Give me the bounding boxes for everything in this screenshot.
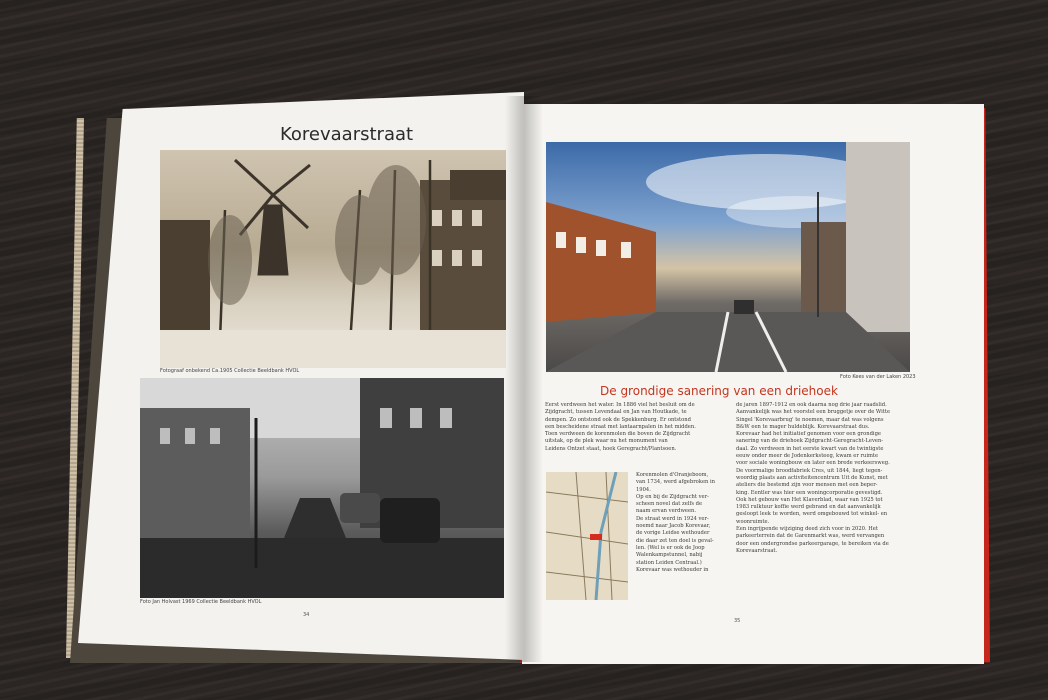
- street-1969-photo: [140, 378, 504, 598]
- page-number-right: 35: [734, 618, 741, 624]
- historic-windmill-photo: [160, 150, 506, 368]
- modern-street-photo: [546, 142, 910, 372]
- body-text-col1-narrow: Korenmolen d'Oranjeboom, van 1734, werd afgebroken in 1904. Op en bij de Zijdgracht ver- scheen novel dat zelfs de naam ervan verdween. De straat werd in 1924 ver- noemd naar Jacob Korevaar, de vorige Leidse wethouder die daar zet ten doel is geval- len. (Wel is er ook de Joop Walenkampstunnel, nabij station Leiden Centraal.) Korevaar was wethouder in: [636, 472, 716, 573]
- body-text-col1-top: Eerst verdween het water. In 1886 viel het besluit om de Zijdgracht, tussen Levendaal en Jan van Houtkade, te dempen. Zo ontstond ook de Spekkenburg. Er ontstond een bescheidene straat met lantaarnpalen in het midden. Toen verdween de korenmolen die boven de Zijdgracht uitstak, op de plek waar nu het monument van Leidens Ontzet staat, hoek Geregracht/Plantsoen.: [545, 402, 696, 452]
- photo-caption-bottom: Foto Jan Holvast 1969 Collectie Beeldbank HVOL: [140, 599, 262, 605]
- body-text-col2: de jaren 1897-1912 en ook daarna nog drie jaar raadslid. Aanvankelijk was het voorstel een bruggetje over de Witte Singel 'Korevaarbrug' te noemen, maar dat was volgens B&W een te mager huldeblijk. Korevaarstraat dus. Korevaar had het initiatief genomen voor een grondige sanering van de driehoek Zijdgracht-Geregracht-Leven- daal. Zo verdween in het eerste kwart van de twintigste eeuw onder meer de Jodenkerksteeg, kwam er ruimte voor sociale woningbouw en later een brede verkeersweg. De voormalige broodfabriek Cres, uit 1844, liegt tegen- woordig plaats aan activiteitencentrum Uit de Kunst, met ateliers die bestemd zijn voor mensen met een beper- king. Eentler was hier een woningcorporatie gevestigd. Ook het gebouw van Het Klaverblad, waar van 1925 tot 1983 rulktuur koffie werd gebrand en dat aanvankelijk gesloopt leek te worden, werd omgebouwd tot winkel- en woonruimte. Een ingrijpende wijziging deed zich voor in 2020. Het parkeerterrein dat de Garenmarkt was, werd vervangen door een ondergrondse parkeergarage, te bereiken via de Korevaarstraat.: [736, 402, 891, 554]
- book-gutter: [505, 96, 543, 662]
- section-title: De grondige sanering van een driehoek: [600, 384, 838, 398]
- page-number-left: 34: [303, 612, 310, 618]
- chapter-title: Korevaarstraat: [280, 124, 414, 145]
- photo-caption-right: Foto Kees van der Laken 2023: [840, 374, 916, 380]
- photo-caption-top: Fotograaf onbekend Ca.1905 Collectie Beeldbank HVOL: [160, 368, 300, 374]
- historic-map-image: [546, 472, 628, 600]
